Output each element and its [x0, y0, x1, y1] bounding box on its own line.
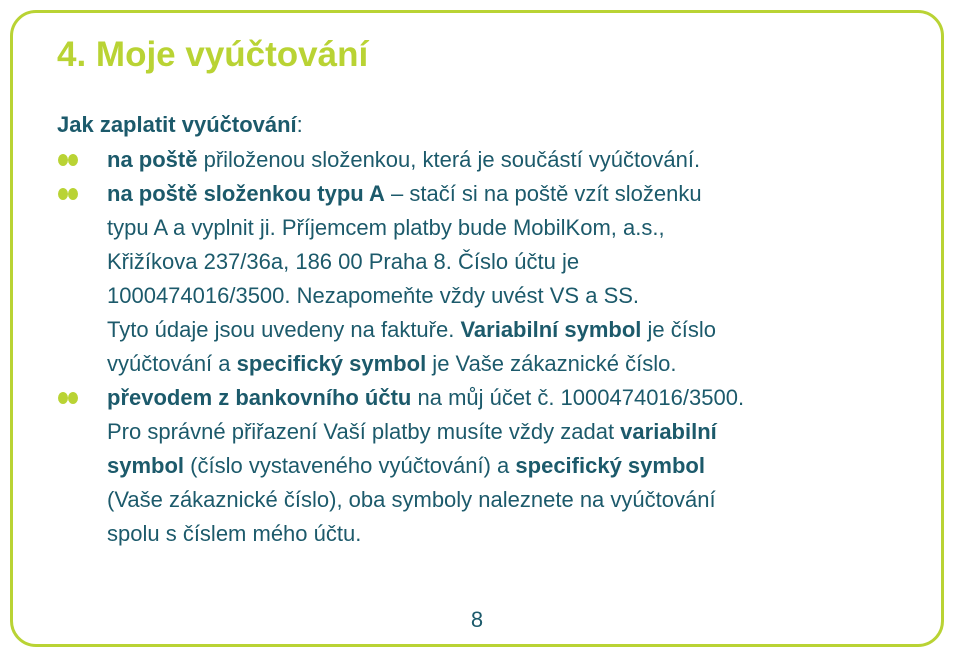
type-a-line-3: Křižíkova 237/36a, 186 00 Praha 8. Číslo účtu je — [107, 249, 580, 274]
page-frame — [10, 10, 944, 647]
bank-line-4: (Vaše zákaznické číslo), oba symboly naleznete na vyúčtování — [107, 487, 716, 512]
variable-symbol-term: Variabilní symbol — [460, 317, 642, 342]
payment-method-post-type-a — [57, 177, 907, 381]
payment-methods-list — [57, 143, 907, 551]
type-a-line-1-text: – stačí si na poště vzít složenku — [384, 181, 702, 206]
bank-line-2-text: Pro správné přiřazení Vaší platby musíte vždy zadat — [107, 419, 621, 444]
type-a-line-4: 1000474016/3500. Nezapomeňte vždy uvést VS a SS. — [107, 283, 640, 308]
bank-line-3-text: (číslo vystaveného vyúčtování) a — [184, 453, 516, 478]
bank-variable-term: variabilní — [620, 419, 717, 444]
page-number: 8 — [470, 607, 484, 632]
bank-line-5: spolu s číslem mého účtu. — [107, 521, 362, 546]
double-dot-bullet-icon — [57, 153, 79, 167]
bank-line-2 — [107, 415, 907, 449]
bank-line-3 — [107, 449, 907, 483]
payment-method-post-enclosed — [57, 143, 907, 177]
type-a-line-5-text: Tyto údaje jsou uvedeny na faktuře. — [107, 317, 461, 342]
payment-method-bank-transfer — [57, 381, 907, 551]
specific-symbol-term: specifický symbol — [236, 351, 427, 376]
section-title: 4. Moje vyúčtování — [57, 35, 369, 74]
type-a-line-5-tail: je číslo — [641, 317, 716, 342]
type-a-line-6 — [107, 347, 907, 381]
double-dot-bullet-icon — [57, 187, 79, 201]
bank-symbol-term: symbol — [107, 453, 185, 478]
type-a-line-6-text-2: je Vaše zákaznické číslo. — [426, 351, 677, 376]
type-a-lead: na poště složenkou typu A — [107, 181, 385, 206]
bank-transfer-lead: převodem z bankovního účtu — [107, 385, 412, 410]
type-a-line-2: typu A a vyplnit ji. Příjemcem platby bude MobilKom, a.s., — [107, 215, 665, 240]
bank-specific-symbol-term: specifický symbol — [515, 453, 705, 478]
payment-method-post-enclosed-line — [107, 143, 907, 177]
bank-line-1 — [107, 381, 907, 415]
type-a-line-5 — [107, 313, 907, 347]
type-a-line-6-text-1: vyúčtování a — [107, 351, 237, 376]
how-to-pay-heading — [57, 111, 303, 139]
double-dot-bullet-icon — [57, 391, 79, 405]
how-to-pay-heading-colon: : — [296, 112, 303, 137]
how-to-pay-heading-text: Jak zaplatit vyúčtování — [57, 112, 297, 137]
post-enclosed-lead: na poště — [107, 147, 198, 172]
post-enclosed-text: přiloženou složenkou, která je součástí vyúčtování. — [197, 147, 701, 172]
type-a-line-1 — [107, 177, 907, 211]
bank-line-1-text: na můj účet č. 1000474016/3500. — [411, 385, 745, 410]
